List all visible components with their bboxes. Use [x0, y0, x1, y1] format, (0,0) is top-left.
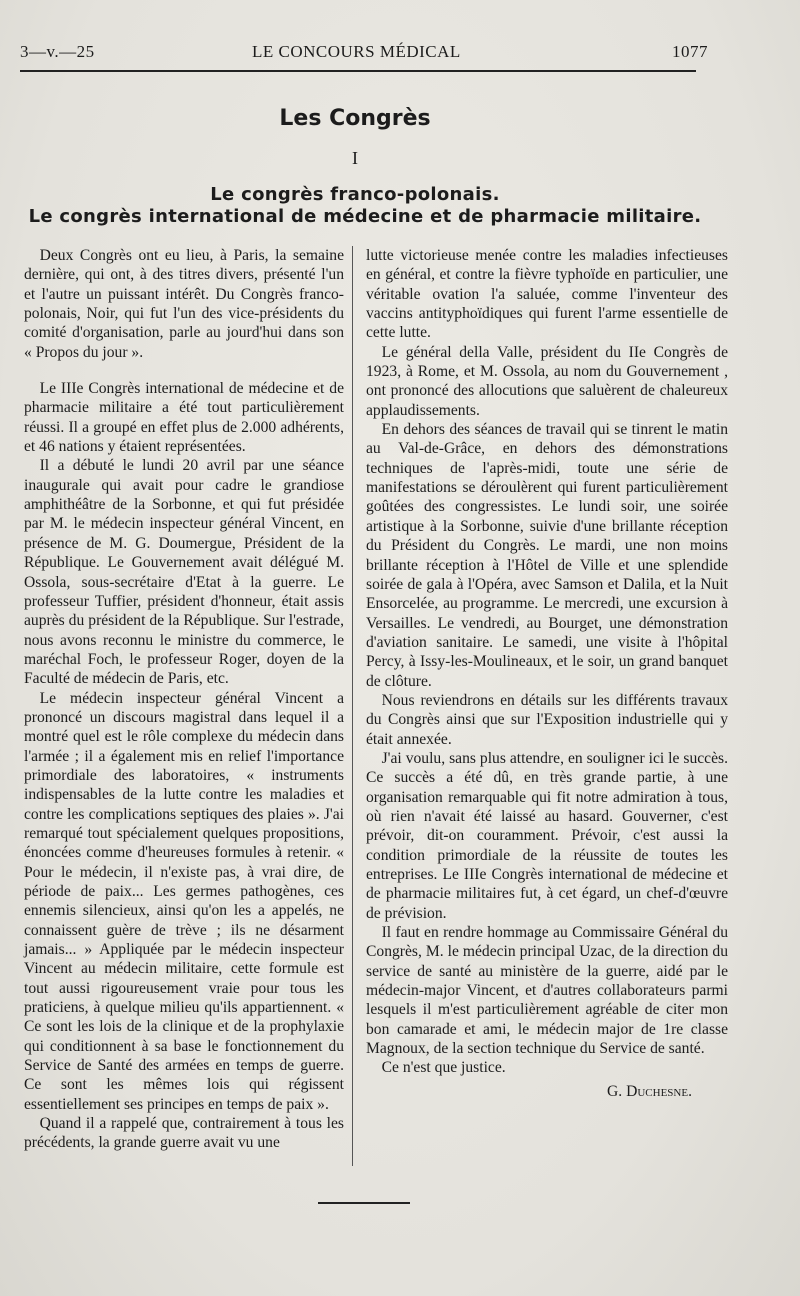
paragraph: Ce n'est que justice. — [381, 1059, 506, 1077]
section-number: I — [352, 148, 358, 168]
paragraph: Deux Congrès ont eu lieu, à Paris, la semaine dernière, qui ont, à des titres divers, présenté l'un et l'autre un puissant intérêt. Du Congrès franco-polonais, Noir, qui fut l'un des vice-présidents du comité d'organisation, parle au jourd'hui dans son « Propos du jour ». — [24, 247, 344, 361]
paragraph: Le médecin inspecteur général Vincent a prononcé un discours magistral dans lequel il a montré quel est le rôle complexe du médecin dans l'armée ; il a également mis en relief l'importance primordiale des laboratoires, « instruments indispensables de la lutte contre les maladies et contre les complications septiques des plaies ». J'ai remarqué tout spécialement quelques propositions, énoncées comme d'heureuses formules à retenir. « Pour le médecin, il n'existe pas, à vrai dire, de période de paix... Les germes pathogènes, ces ennemis silencieux, ainsi qu'on les a appelés, ne connaissent guère de trève ; ils ne désarment jamais... » Appliquée par le médecin inspecteur Vincent au médecin militaire, cette formule est tout aussi rigoureusement vraie pour tous les praticiens, à quelque milieu qu'ils appartiennent. « Ce sont les lois de la clinique et de la prophylaxie qui conditionnent à sa base le fonctionnement du Service de Santé des armées en temps de guerre. Ce sont les mêmes lois qui régissent essentiellement ses principes en temps de paix ». — [24, 689, 344, 1113]
journal-name: LE CONCOURS MÉDICAL — [252, 42, 461, 61]
column-divider — [352, 246, 353, 1166]
paragraph: Quand il a rappelé que, contrairement à tous les précédents, la grande guerre avait vu une — [24, 1115, 344, 1152]
issue-date: 3—v.—25 — [20, 42, 95, 61]
paragraph: Le général della Valle, président du IIe Congrès de 1923, à Rome, et M. Ossola, au nom du Gouvernement , ont prononcé des allocutions que saluèrent de chaleureux applaudissements. — [366, 343, 728, 419]
subtitle-franco-polonais: Le congrès franco-polonais. — [210, 184, 500, 205]
right-column — [366, 246, 728, 1101]
end-rule — [318, 1202, 410, 1204]
running-header — [20, 42, 708, 66]
author-signature: G. Duchesne. — [607, 1082, 692, 1100]
left-column — [24, 246, 344, 1153]
paragraph: En dehors des séances de travail qui se tinrent le matin au Val-de-Grâce, en dehors des démonstrations techniques de l'après-midi, toute une série de manifestations se déroulèrent qui furent particulièrement goûtées des congressistes. Le lundi soir, une soirée artistique à la Sorbonne, suivie d'une brillante réception du Président du Congrès. Le mardi, une non moins brillante réception à l'Hôtel de Ville et une splendide soirée de gala à l'Opéra, avec Samson et Dalila, et la Nuit Ensorcelée, au programme. Le mercredi, une excursion à Versailles. Le vendredi, au Bourget, une démonstration d'aviation sanitaire. Le samedi, une visite à l'hôpital Percy, à Issy-les-Moulineaux, et le soir, un grand banquet de clôture. — [366, 421, 728, 690]
paragraph: J'ai voulu, sans plus attendre, en souligner ici le succès. Ce succès a été dû, en très grande partie, à une organisation remarquable qui fit notre admiration à tous, où rien n'avait été laissé au hasard. Gouverner, c'est prévoir, dit-on couramment. Prévoir, c'est aussi la condition primordiale de la réussite de toutes les entreprises. Le IIIe Congrès international de médecine et de pharmacie militaires fut, à cet égard, un chef-d'œuvre de prévision. — [366, 749, 728, 922]
paragraph: Il faut en rendre hommage au Commissaire Général du Congrès, M. le médecin principal Uzac, de la direction du service de santé au ministère de la guerre, aidé par le médecin-major Vincent, et d'autres collaborateurs parmi lesquels il m'est particulièrement agréable de citer mon bon camarade et ami, le médecin major de 1re classe Magnoux, de la section technique du Service de santé. — [366, 924, 728, 1058]
paragraph: Il a débuté le lundi 20 avril par une séance inaugurale qui avait pour cadre le grandiose amphithéâtre de la Sorbonne, et qui fut présidée par M. le médecin inspecteur général Vincent, en présence de M. G. Doumergue, Président de la République. Le Gouvernement avait délégué M. Ossola, sous-secrétaire d'Etat à la guerre. Le professeur Tuffier, président d'honneur, était assis auprès du président de la République. Sur l'estrade, nous avons reconnu le ministre du commerce, le maréchal Foch, le professeur Roger, doyen de la Faculté de médecin de Paris, etc. — [24, 457, 344, 688]
page-number: 1077 — [672, 42, 708, 61]
paragraph: lutte victorieuse menée contre les maladies infectieuses en général, et contre la fièvre typhoïde en particulier, une véritable ovation l'a saluée, comme l'inventeur des vaccins antityphoïdiques qui furent l'arme essentielle de cette lutte. — [366, 247, 728, 342]
subtitle-congres-militaire: Le congrès international de médecine et de pharmacie militaire. — [28, 206, 702, 227]
article-title: Les Congrès — [279, 106, 431, 131]
paragraph: Nous reviendrons en détails sur les différents travaux du Congrès ainsi que sur l'Exposition industrielle qui y était annexée. — [366, 691, 728, 748]
header-rule — [20, 70, 696, 72]
paragraph: Le IIIe Congrès international de médecine et de pharmacie militaire a été tout particulièrement réussi. Il a groupé en effet plus de 2.000 adhérents, et 46 nations y étaient représentées. — [24, 380, 344, 456]
